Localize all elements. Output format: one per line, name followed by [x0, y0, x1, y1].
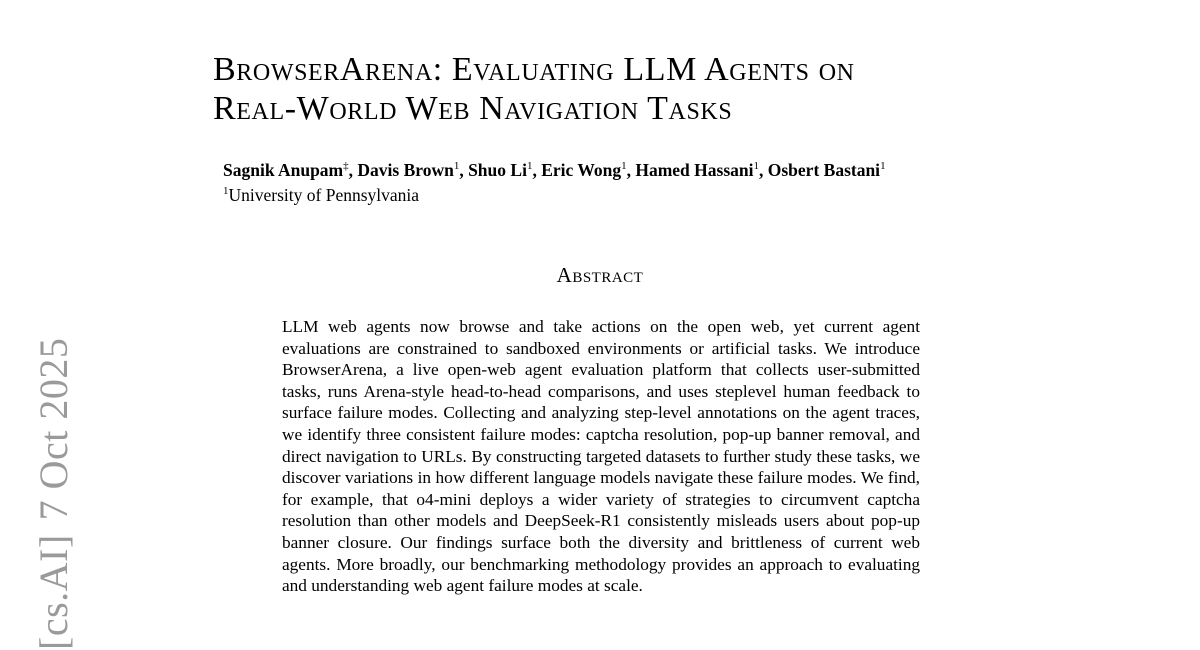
author-affiliation-mark: 1: [880, 160, 886, 173]
author-separator: ,: [626, 160, 636, 180]
author-separator: ,: [459, 160, 469, 180]
author-name: Davis Brown: [357, 160, 454, 180]
author-affiliation-mark: 1: [621, 160, 627, 173]
affiliation: [223, 185, 419, 206]
author-list: [223, 160, 886, 181]
author-affiliation-mark: 1: [526, 160, 533, 173]
author-name: Hamed Hassani: [635, 160, 754, 180]
author-separator: ,: [348, 160, 358, 180]
arxiv-date: 7 Oct 2025: [31, 337, 76, 521]
author-name: Shuo Li: [468, 160, 527, 180]
arxiv-category: [cs.AI]: [31, 534, 76, 650]
author-name: Sagnik Anupam: [223, 160, 344, 180]
author-separator: ,: [759, 160, 768, 180]
affiliation-mark: 1: [223, 185, 229, 198]
affiliation-name: University of Pennsylvania: [228, 185, 420, 205]
author-name: Eric Wong: [541, 160, 622, 180]
author-separator: ,: [532, 160, 542, 180]
arxiv-stamp: [30, 324, 77, 650]
author-affiliation-mark: 1: [753, 160, 759, 173]
abstract-text: LLM web agents now browse and take actions on the open web, yet current agent evaluations are constrained to sandboxed environments or artificial tasks. We introduce BrowserArena, a live open-web agent evaluation platform that collects user-submitted tasks, runs Arena-style head-to-head comparisons, and uses steplevel human feedback to surface failure modes. Collecting and analyzing step-level annotations on the agent traces, we identify three consistent failure modes: captcha resolution, pop-up banner removal, and direct navigation to URLs. By constructing targeted datasets to further study these tasks, we discover variations in how different language models navigate these failure modes. We find, for example, that o4-mini deploys a wider variety of strategies to circumvent captcha resolution than other models and DeepSeek-R1 consistently misleads users about pop-up banner closure. Our findings surface both the diversity and brittleness of current web agents. More broadly, our benchmarking methodology provides an approach to evaluating and understanding web agent failure modes at scale.: [282, 317, 920, 596]
author-name: Osbert Bastani: [767, 160, 881, 180]
abstract-heading: Abstract: [556, 263, 644, 287]
author-affiliation-mark: ‡: [343, 160, 349, 173]
author-affiliation-mark: 1: [453, 160, 460, 173]
paper-title: BrowserArena: Evaluating LLM Agents on Real-World Web Navigation Tasks: [213, 51, 855, 127]
